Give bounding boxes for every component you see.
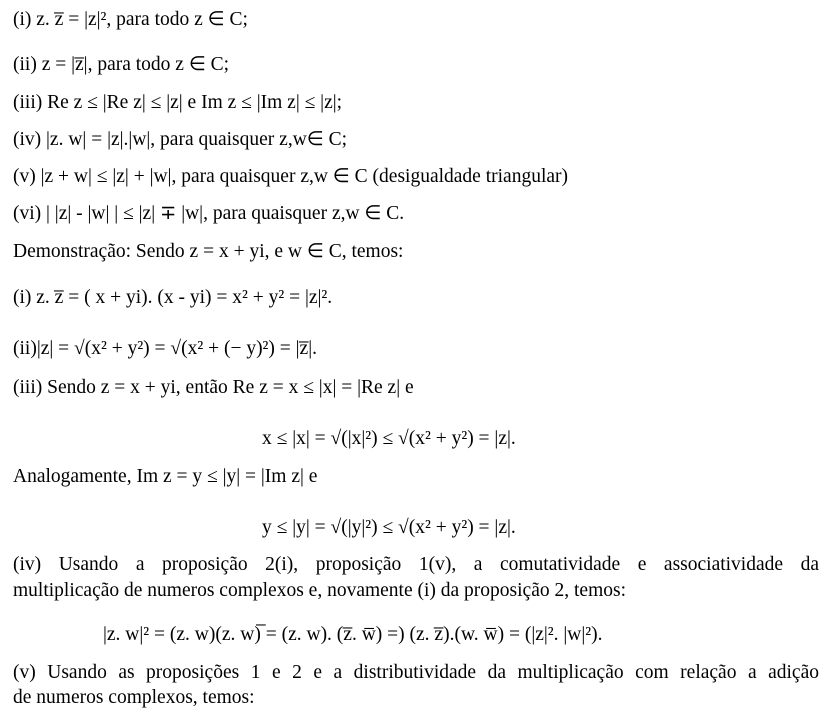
property-ii: (ii) z = |z̅|, para todo z ∈ C; [13,54,230,75]
proof-v-line-1: (v) Usando as proposições 1 e 2 e a distributividade da multiplicação com relação a adição [13,662,819,683]
proof-iii: (iii) Sendo z = x + yi, então Re z = x ≤ |x| = |Re z| e [13,377,414,398]
property-iv: (iv) |z. w| = |z|.|w|, para quaisquer z,w∈ C; [13,129,348,150]
proof-iv-line-1: (iv) Usando a proposição 2(i), proposição 1(v), a comutatividade e associatividade da [13,554,819,575]
proof-intro: Demonstração: Sendo z = x + yi, e w ∈ C, temos: [13,241,404,262]
proof-iii-analogous: Analogamente, Im z = y ≤ |y| = |Im z| e [13,466,318,487]
proof-i: (i) z. z̅ = ( x + yi). (x - yi) = x² + y² = |z|². [13,287,333,308]
proof-v-line-2: de numeros complexos, temos: [13,687,255,708]
property-i: (i) z. z̅ = |z|², para todo z ∈ C; [13,9,248,30]
property-v: (v) |z + w| ≤ |z| + |w|, para quaisquer z,w ∈ C (desigualdade triangular) [13,166,569,187]
proof-iv-line-2: multiplicação de numeros complexos e, novamente (i) da proposição 2, temos: [13,580,626,601]
proof-ii: (ii)|z| = √(x² + y²) = √(x² + (− y)²) = |z̅|. [13,338,317,359]
proof-iii-inequality-y: y ≤ |y| = √(|y|²) ≤ √(x² + y²) = |z|. [262,517,516,538]
property-iii: (iii) Re z ≤ |Re z| ≤ |z| e Im z ≤ |Im z| ≤ |z|; [13,92,343,113]
proof-iv-equation: |z. w|² = (z. w)(z. w)̅ = (z. w). (z̅. w̅) =) (z. z̅).(w. w̅) = (|z|². |w|²). [103,624,603,645]
property-vi: (vi) | |z| - |w| | ≤ |z| ∓ |w|, para quaisquer z,w ∈ C. [13,203,405,224]
proof-iii-inequality-x: x ≤ |x| = √(|x|²) ≤ √(x² + y²) = |z|. [262,428,516,449]
